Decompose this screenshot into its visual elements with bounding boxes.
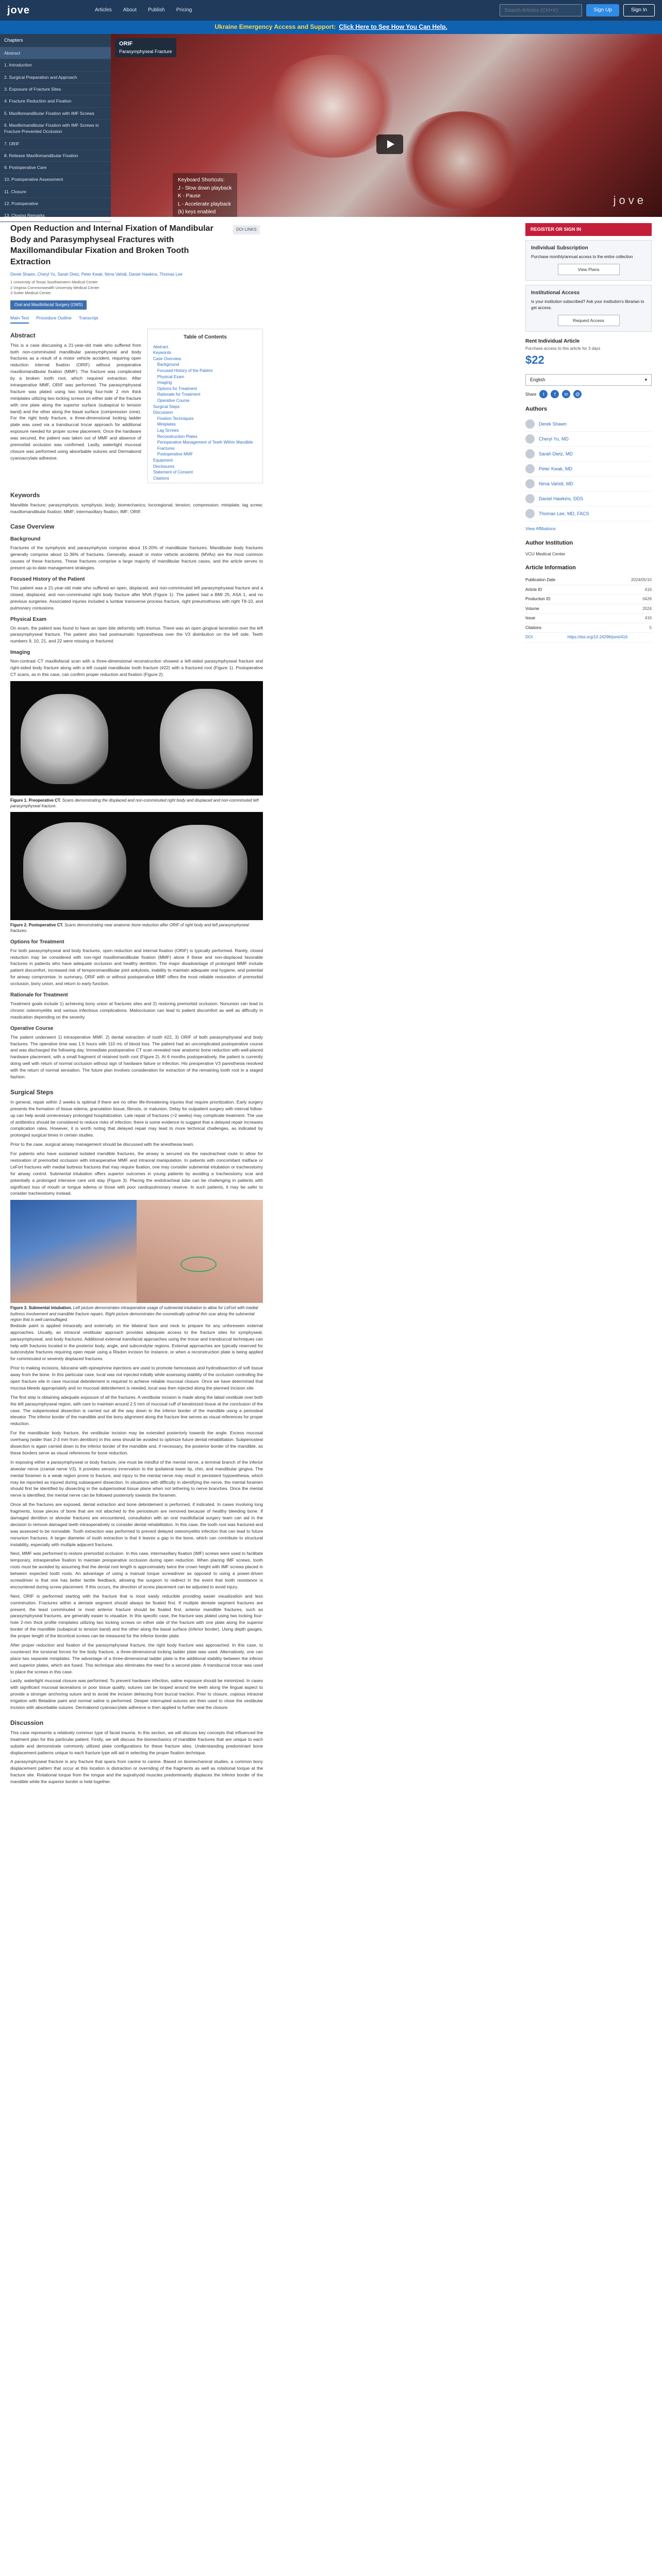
banner-text: Ukraine Emergency Access and Support: — [214, 23, 336, 31]
abstract-block — [10, 324, 141, 483]
share-row — [525, 390, 652, 398]
figure-3-caption — [10, 1305, 263, 1323]
tab-main-text[interactable]: Main Text — [10, 315, 29, 324]
doi-key: DOI — [525, 633, 568, 642]
toc-item[interactable]: Keywords — [153, 350, 172, 355]
steps-text: Bedside paint is applied intraorally and externally on the bilateral face and neck to prepare for any unforeseen external approaches. Usually, an intraoral vestibular approach provides adequate access to the fracture sites for symphyseal, parasymphyseal, and body fractures. Additional external transfacial approaches using the trocar and transbuccal techniques can help with fractures located in the posterior body, angle, and subcondylar regions. External approaches are typically reserved for subcondylar fractures requiring open repair using a Risdon incision for instance, or when a reconstruction plate is being applied for comminuted or severely displaced fractures. — [10, 1323, 263, 1362]
institutional-access-heading: Institutional Access — [531, 290, 580, 296]
chapter-item[interactable]: 8. Release Maxillomandibular Fixation — [0, 150, 111, 162]
abstract-section — [10, 324, 263, 483]
chapter-item[interactable]: 11. Closure — [0, 186, 111, 198]
surgical-steps-heading: Surgical Steps — [10, 1088, 54, 1096]
shortcut-line: (k) keys enabled — [178, 209, 216, 215]
toc-item[interactable]: Lag Screws — [157, 428, 179, 433]
email-icon[interactable]: @ — [573, 390, 582, 398]
steps-text: For patients who have sustained isolated mandible fractures, the airway is secured via the nasotracheal route to allow for restoration of premorbid occlusion with intraoperative MMF and intraoral manipulation. In patients with concomitant midface or LeFort fractures with medial buttress fractures that may require fixation, one may consider submental intubation or tracheostomy for airway control. Submental intubation offers superior outcomes in young patients by avoiding a tracheostomy scar and potentially a prolonged intensive care unit stay (Figure 3). Placing the endotracheal tube can be challenging in patients with significant loss of mouth or tongue edema or those with poor cardiopulmonary reserve. In such patients, it may be safer to consider tracheostomy instead. — [10, 1151, 263, 1196]
nav-articles[interactable]: Articles — [95, 7, 112, 13]
facebook-icon[interactable]: f — [551, 390, 559, 398]
affiliation: 3 Sutter Medical Center — [10, 291, 51, 296]
shortcut-line: L - Accelerate playback — [178, 201, 231, 207]
title-row — [10, 223, 273, 267]
toc-item[interactable]: Case Overview — [153, 356, 181, 361]
info-value: 416 — [568, 585, 652, 595]
shortcuts-title: Keyboard Shortcuts: — [178, 177, 225, 183]
toc-item[interactable]: Disclosures — [153, 464, 175, 469]
toc-item[interactable]: Fixation Techniques — [157, 416, 194, 421]
author-list-item[interactable] — [525, 432, 652, 447]
linkedin-icon[interactable]: in — [562, 390, 570, 398]
author-name: Cheryl Yu, MD — [539, 436, 569, 442]
steps-text: After proper reduction and fixation of the parasymphyseal fracture, the right body fracture was approached. In this case, to counteract the torsional forces for the body fracture, a three-dimensional locking ladder plate was used. Alternatively, one can place two separate miniplates. The advantage of a three-dimensional ladder plate is the additional stability between the inferior and superior plates, which are fused. This technique also eliminates the need for a second plate. A transbuccal trocar was used to place the screws in this case. — [10, 1642, 263, 1674]
top-navigation — [0, 0, 662, 21]
chapter-item[interactable]: 9. Postoperative Care — [0, 162, 111, 174]
article-info-heading: Article Information — [525, 564, 576, 571]
chapter-item[interactable]: Abstract — [0, 47, 111, 59]
individual-subscription-box — [525, 240, 652, 281]
video-section — [0, 34, 662, 217]
site-logo[interactable]: jove — [7, 4, 30, 16]
author-name: Peter Kwak, MD — [539, 466, 573, 471]
video-title: ORIF — [119, 41, 133, 47]
steps-text: Prior to the case, surgical airway management should be discussed with the anesthesia team. — [10, 1142, 194, 1147]
info-value: 0426 — [568, 595, 652, 604]
rationale-heading: Rationale for Treatment — [10, 992, 68, 998]
rent-article-text: Purchase access to this article for 3 days — [525, 346, 601, 351]
affiliation: 1 University of Texas Southwestern Medical Center — [10, 280, 98, 285]
info-row — [525, 585, 652, 595]
share-label: Share — [525, 392, 537, 397]
author-name: Nima Vahidi, MD — [539, 481, 573, 486]
figure-2-label: Figure 2. Postoperative CT. — [10, 923, 63, 928]
individual-subscription-text: Purchase monthly/annual access to the entire collection — [531, 254, 633, 259]
chapter-item[interactable]: 10. Postoperative Assessment — [0, 174, 111, 185]
avatar — [525, 419, 535, 429]
toc-item[interactable]: Abstract — [153, 344, 169, 349]
signin-button[interactable]: Sign In — [623, 4, 655, 17]
figure-2 — [10, 812, 263, 934]
author-list-item[interactable] — [525, 492, 652, 506]
info-key: Issue — [525, 614, 568, 623]
ct-skull-image — [160, 689, 253, 789]
individual-subscription-heading: Individual Subscription — [531, 245, 588, 251]
avatar — [525, 494, 535, 503]
imaging-heading: Imaging — [10, 650, 30, 656]
history-text: This patient was a 21-year-old male who suffered an open, displaced, and non-comminuted left parasymphyseal fracture and a closed, displaced, and non-comminuted right body fracture after MVA (Figure 1). The patient had a BMI 25, ASA 1, and no previous surgeries. Associated injuries included a lumbar transverse process fracture, right pneumothorax with right T8-10, and pulmonary contusions. — [10, 585, 263, 611]
toc-item[interactable]: Reconstruction Plates — [157, 434, 197, 439]
figure-2-caption — [10, 922, 263, 934]
toc-item[interactable]: Imaging — [157, 380, 172, 385]
steps-text: Lastly, watertight mucosal closure was performed. To prevent hardware infection, saline exposure should be minimized. In cases with significant mucosal lacerations or poor tissue quality, sutures can be looped around the teeth along the lingual aspect to provide a stronger anchoring suture and to avoid the incision dehiscing from buccal traction. Prior to closure, copious intraoral irrigation with Betadine paint and normal saline is performed. Deeper interrupted sutures are then used to close the vestibular incision with absorbable sutures. Dermabond cyanoacrylate adhesive is then applied to further seal the closure. — [10, 1678, 263, 1710]
author-list-item[interactable] — [525, 506, 652, 521]
info-value: 2024 — [568, 604, 652, 614]
shortcut-line: J - Slow down playback — [178, 185, 232, 191]
abstract-paragraph: This is a case discussing a 21-year-old male who suffered from both non-comminuted mandibular parasymphyseal and body fractures as a result of a motor vehicle accident, requiring open reduction internal fixation (ORIF) without preoperative maxillomandibular fixation (MMF). The fracture was complicated by a broken tooth root, which required extraction. After intraoperative MMF, ORIF was performed. The parasymphyseal fracture was plated using two locking four-hole 2 mm thick miniplates utilizing two locking screws on either side of the fracture with one plate along the superior surface (subapical to tension band) and the other along the basal surface (compression zone). For the right body fracture, a three-dimensional locking ladder plate was used via a transbuccal trocar approach for additional exposure needed for proper screw placement. Once the hardware was secured, the patient was taken out of MMF and absence of premorbid occlusion was confirmed. Lastly, watertight mucosal closure was performed using absorbable sutures and Dermabond cyanoacrylate adhesive. — [10, 342, 141, 461]
doi-row — [525, 633, 652, 642]
institutional-access-box — [525, 285, 652, 332]
author-name: Derek Shawn — [539, 421, 567, 427]
affiliations — [10, 280, 263, 296]
specialty-tag[interactable]: Oral and Maxillofacial Surgery (OMS) — [10, 300, 87, 310]
info-key: Article ID — [525, 585, 568, 595]
toc-item[interactable]: Postoperative MMF — [157, 452, 193, 457]
figure-3-caption-text: Left picture demonstrates intraoperative usage of submental intubation to allow for LeFort with medial buttress involvement and mandible fracture repairs. Right picture demonstrates the cosmetically optimal thin scar along the submental region that is well camouflaged. — [10, 1306, 258, 1322]
keywords-heading: Keywords — [10, 491, 40, 499]
article-info-table — [525, 575, 652, 642]
info-key: Volume — [525, 604, 568, 614]
play-icon[interactable] — [376, 134, 403, 154]
avatar — [525, 434, 535, 444]
figure-1-caption-text: Scans demonstrating the displaced and non-comminuted right body and displaced and non-comminuted left parasymphyseal fracture. — [10, 798, 259, 809]
toc-item[interactable]: Statement of Consent — [153, 470, 193, 475]
chevron-down-icon: ▾ — [644, 377, 647, 383]
figure-2-caption-text: Scans demonstrating near anatomic bone reduction after ORIF of right body and left parasymphyseal fractures. — [10, 923, 249, 934]
right-sidebar — [525, 223, 652, 1788]
info-row — [525, 604, 652, 614]
toc-list — [153, 344, 257, 482]
toc-item[interactable]: Miniplates — [157, 422, 176, 427]
steps-text: Prior to making incisions, lidocaine with epinephrine injections are used to promote hemostasis and hydrodissection of soft tissue away from the bone. In this particular case, local was not injected initially while assessing stability of the occlusion controlling the open fracture site in case mucosal debridement is required to achieve reliable mucosal closure. Once we have determined that mucosa bleeds appropriately and no mucosal debridement is needed, local was then injected along the planned incision site. — [10, 1365, 263, 1391]
exam-text: On exam, the patient was found to have an open bite deformity with trismus. There was an open gingival laceration over the left parasymphyseal fracture. The patient also had postraumatic hypoesthesia over the V3 distribution on the left side. Teeth numbers 9, 10, 21, and 22 were missing or fractured. — [10, 625, 263, 644]
chapter-item[interactable]: 2. Surgical Preparation and Approach — [0, 72, 111, 83]
chapters-heading: Chapters — [0, 34, 111, 47]
steps-text: Once all the fractures are exposed, dental extraction and bone debridement is performed, if indicated. In cases involving long fragments, loose pieces of bone that are not attached to the periosteum are removed because of healthy bleeding bone. If damaged dentition or alveolar fractures are encountered, consultation with an oral maxillofacial surgery team can aid in the decision to remove damaged teeth intraoperatively or consider dental rehabilitation. In this case, the tooth root was fractured and was assessed to be nonviable. Tooth extraction was performed to prevent delayed osteomyelitis infection that can lead to future nonunion fractures. A larger diameter of tooth extraction is that it leaves a gap in the bone, which can contribute to structural instability, especially with multiple adjacent fractures. — [10, 1502, 263, 1547]
chapter-item[interactable]: 3. Exposure of Fracture Sites — [0, 83, 111, 95]
figure-2-image[interactable] — [10, 812, 263, 920]
info-row — [525, 614, 652, 623]
shortcut-line: K - Pause — [178, 193, 201, 199]
ct-skull-image — [150, 825, 247, 907]
video-title-tag — [115, 38, 176, 57]
steps-text: In exposing either a parasymphyseal or body fracture, one must be mindful of the mental nerve, a terminal branch of the inferior alveolar nerve (cranial nerve V3). It provides sensory innervation to the ipsilateral lower lip, chin, and mandibular gingiva. The mental foramen is a weak region prone to fracture, and injury to the mental nerve may result in persistent hypoesthesia, which may be reported as injured during subsequent dissection. In situations with difficulty in identifying the nerve, the mental foramen should first be identified by dissecting in the subperiosteal tissue plane when not tethering to nerve branches. Once the mental nerve is identified, the mental nerve can be followed posteriorly towards the foramen. — [10, 1459, 263, 1498]
author-list-item[interactable] — [525, 462, 652, 477]
toc-item[interactable]: Discussion — [153, 410, 173, 415]
banner-link[interactable]: Click Here to See How You Can Help. — [339, 23, 448, 31]
nav-links — [95, 7, 192, 14]
doi-link[interactable]: https://doi.org/10.24296/jomi/416 — [568, 633, 652, 642]
toc-item[interactable]: Rationale for Treatment — [157, 392, 201, 397]
article-tabs — [10, 315, 263, 324]
view-affiliations-link[interactable]: View Affiliations — [525, 526, 556, 532]
info-row — [525, 575, 652, 585]
chapter-item[interactable]: 12. Postoperative — [0, 198, 111, 210]
author-name: Sarah Dietz, MD — [539, 451, 573, 456]
avatar — [525, 509, 535, 518]
chapter-item[interactable]: 7. ORIF — [0, 138, 111, 150]
author-list-item[interactable] — [525, 477, 652, 492]
figure-3-image[interactable] — [10, 1200, 263, 1303]
discussion-heading: Discussion — [10, 1719, 44, 1726]
author-institution-heading: Author Institution — [525, 539, 573, 546]
toc-item[interactable]: Background — [157, 362, 179, 367]
language-select[interactable] — [525, 374, 652, 386]
chapter-list — [0, 34, 111, 217]
nav-pricing[interactable]: Pricing — [176, 7, 192, 13]
imaging-text: Non-contrast CT maxillofacial scan with a three-dimensional reconstruction showed a left-sided parasymphyseal fracture and right-sided body fracture along with a left cuspid mandibular tooth fracture (#22) with a fractured root (Figure 1). Postoperative CT scans, as in this case, can confirm proper reduction and fixation (Figure 2). — [10, 658, 263, 677]
ct-skull-image — [23, 822, 126, 910]
nav-about[interactable]: About — [123, 7, 137, 13]
tab-transcript[interactable]: Transcript — [78, 315, 98, 320]
video-watermark: jove — [613, 194, 647, 207]
view-plans-button[interactable]: View Plans — [558, 264, 620, 275]
authors-heading: Authors — [525, 406, 548, 413]
options-heading: Options for Treatment — [10, 939, 64, 945]
chapter-item[interactable]: 5. Maxillomandibular Fixation with IMF Screws — [0, 108, 111, 120]
avatar — [525, 449, 535, 459]
video-player[interactable] — [111, 34, 662, 217]
author-name: Thomas Lee, MD, FACS — [539, 511, 589, 516]
toc-item[interactable]: Citations — [153, 476, 170, 481]
background-heading: Background — [10, 536, 41, 543]
author-line[interactable]: Derek Shawn, Cheryl Yu, Sarah Dietz, Peter Kwak, Nima Vahidi, Daniel Hawkins, Thomas Lee — [10, 272, 183, 277]
steps-text: The first step is obtaining adequate exposure of all the fractures. A vestibular incision is made along the labial vestibule over both the left parasymphyseal region, with care to maintain around 2.5 mm of mucosal cuff of keratinized tissue at the conclusion of the case. The subperiosteal dissection is carried out all the way down to the inferior border of the mandible using a periosteal elevator. The inferior border of the mandible and the bony alignment along the fracture line serves as visual references for proper reduction. — [10, 1394, 263, 1427]
search-input[interactable] — [500, 4, 582, 16]
chapter-item[interactable]: 4. Fracture Reduction and Fixation — [0, 95, 111, 107]
table-of-contents — [147, 329, 263, 483]
institutional-access-text: Is your institution subscribed? Ask your institution's librarian to get access. — [531, 299, 644, 310]
info-row — [525, 623, 652, 633]
article-main — [10, 223, 263, 1788]
toc-item[interactable]: Operative Course — [157, 398, 190, 403]
register-heading[interactable]: REGISTER OR SIGN IN — [525, 223, 652, 236]
info-value: 2024/05/10 — [568, 575, 652, 585]
operative-heading: Operative Course — [10, 1025, 54, 1031]
info-key: Publication Date — [525, 575, 568, 585]
surgical-field-image — [400, 111, 523, 209]
steps-text: For the mandibular body fracture, the vestibular incision may be extended posteriorly towards the angle. Excess mucosal overhang (wider than 2-3 mm from dentition) in this area should be avoided to optimize future dental rehabilitation. Subperiosteal dissection is again carried down to the inferior border of the mandible and, if necessary, the posterior border of the mandible, as these borders serve as visual references for bone reduction. — [10, 1430, 263, 1455]
avatar — [525, 464, 535, 473]
chapter-item[interactable]: 1. Introduction — [0, 59, 111, 71]
toc-item[interactable]: Equipment — [153, 457, 173, 463]
discussion-text: This case represents a relatively common type of facial trauma. In this section, we will discuss key concepts that influenced the treatment plan for this particular patient. Firstly, we will discuss the biomechanics of mandible fractures that are unique to each subsite and demonstrate commonly utilized plate configurations for these fracture sites. Understanding predominant bone displacement patterns unique to each fracture type will aid in selecting the proper fixation technique. — [10, 1730, 263, 1755]
info-value: 416 — [568, 614, 652, 623]
toc-item[interactable]: Physical Exam — [157, 374, 185, 379]
info-value: 5 — [568, 623, 652, 633]
discussion-text: A parasymphyseal fracture is any fracture that spans from canine to canine. Based on biomechanical studies, a common bony displacement pattern that occur at this location is distraction or overriding of the fragments as well as rotational torque at the fracture site. Rotational torque from the tongue and the suprahyoid muscles predominantly displaces the inferior border of the mandible while the superior border is held together. — [10, 1759, 263, 1785]
case-overview-heading: Case Overview — [10, 523, 55, 531]
background-text: Fractures of the symphysis and parasymphysis comprise about 15-20% of mandibular fractures. Mandibular body fractures generally comprise about 11-36% of fractures. Generally, assault or motor vehicle accidents (MVAs) are the most common causes of these fractures. These fractures comprise a large majority of mandibular fracture cases, and the article serves to present up-to-date management strategies. — [10, 545, 263, 571]
video-subtitle: Parasymphyseal Fracture — [119, 48, 172, 54]
doi-links-badge[interactable]: DOI LINKS — [233, 225, 260, 234]
rationale-text: Treatment goals include 1) achieving bony union at fractures sites and 2) restoring premorbid occlusion. Nonunion can lead to chronic osteomyelitis and various infectious complications. Malocclusion can lead to patient discomfort as well as difficulty in mastication depending on the severity. — [10, 1001, 263, 1020]
keyboard-shortcuts — [173, 173, 237, 217]
affiliation: 2 Virginia Commonwealth University Medical Center — [10, 285, 100, 290]
tab-procedure-outline[interactable]: Procedure Outline — [36, 315, 72, 320]
content-wrap — [0, 217, 662, 1788]
toc-item[interactable]: Perioperative Management of Teeth Within Mandible Fractures — [157, 440, 253, 451]
operative-text: The patient underwent 1) intraoperative MMF, 2) dental extraction of tooth #22, 3) ORIF of both parasymphyseal and body fractures. The operative time was 1.5 hours with 110 mL of blood loss. The patient had an uncomplicated postoperative course and was discharged the following day. Immediate postoperative CT scan revealed near anatomic bone reduction with well-placed hardware placement, with a small fragment of retained tooth root (Figure 2). At 6 months postoperatively, the patient is currently doing well with return of normal occlusion without sign of hardware failure or infection. His preoperative V3 paresthesia resolved with the return of normal sensation. The future plan involves consideration for extraction of the remaining tooth root in a staged fashion. — [10, 1034, 263, 1079]
steps-text: Next, ORIF is performed starting with the fracture that is most easily reducible providing easier visualization and less comminution. Fractures within a dentate segment should always be fixated first. If multiple dentate segment fractures are present, the least comminuted or most anterior fracture should be fixated first, anterior mandible fractures, such as parasymphyseal fractures, are generally easier to visualize. In this specific case, the fracture was plated using two locking four-hole 2-mm thick profile miniplates utilizing two locking screws on either side of the fracture with one plate along the superior border of the mandible (subapical to tension band) and the other along the basal surface (inferior border). Using depth gauges, the proper length of the bicortical screws can be measured for the inferior border plate. — [10, 1593, 263, 1639]
toc-item[interactable]: Focused History of the Patient — [157, 368, 213, 373]
info-key: Production ID — [525, 595, 568, 604]
exam-heading: Physical Exam — [10, 616, 47, 622]
rent-article-heading: Rent Individual Article — [525, 338, 580, 345]
author-name: Daniel Hawkins, DDS — [539, 496, 584, 501]
language-value: English — [530, 377, 545, 383]
nav-right — [500, 4, 655, 17]
toc-item[interactable]: Surgical Steps — [153, 404, 180, 409]
toc-item[interactable]: Options for Treatment — [157, 386, 197, 391]
toc-heading: Table of Contents — [184, 334, 227, 340]
avatar — [525, 479, 535, 488]
keywords-text: Mandible fracture; parasymphysis; symphysis; body; biomechanics; locoregional; tension; compression; miniplate; lag screw; maxillomandibular fixation; MMF; intermaxillary fixation; IMF; ORIF. — [10, 502, 263, 514]
submental-scar-photo — [137, 1200, 263, 1303]
nav-publish[interactable]: Publish — [147, 7, 165, 13]
author-list-item[interactable] — [525, 417, 652, 432]
info-key: Citations — [525, 623, 568, 633]
submental-intubation-photo — [10, 1200, 137, 1303]
author-institution-name: VCU Medical Center — [525, 551, 566, 556]
rent-price[interactable]: $22 — [525, 353, 544, 366]
signup-button[interactable]: Sign Up — [586, 4, 619, 17]
figure-3-label: Figure 3. Submental intubation. — [10, 1306, 72, 1311]
abstract-heading: Abstract — [10, 331, 36, 339]
info-row — [525, 595, 652, 604]
figure-1-image[interactable] — [10, 681, 263, 795]
figure-1-caption — [10, 798, 263, 809]
steps-text: Next, MMF was performed to restore premorbid occlusion. In this case, intermaxillary fixation (IMF) screws were used to facilitate temporary, intraoperative fixation to maintain preoperative occlusion during open reduction. When placing IMF screws, tooth roots must be avoided by assuming that the dental root length is approximately twice the crown height with IMF screws placed in between expected tooth roots. An advantage of using a manual torque screwdriver as opposed to using a power-driven screwdriver is that one has better tactile feedback, allowing the surgeon to redirect in the event that tooth resistance is encountered during screw placement. If this occurs, the direction of screw placement can be adjusted to avoid injury. — [10, 1551, 263, 1589]
chapter-item[interactable]: 13. Closing Remarks — [0, 210, 111, 222]
twitter-icon[interactable]: t — [539, 390, 548, 398]
options-text: For both parasymphyseal and body fractures, open reduction and internal fixation (ORIF) is typically performed. Rarely, closed reduction may be considered with non-rigid maxillomandibular fixation (MMF) alone if these and non-displaced favorable fractures in patients who have adequate occlusion and healthy dentition. The major disadvantage of prolonged MMF include patient discomfort, increased risk of temporomandibular joint ankylosis, inability to maintain adequate oral hygiene, and potential for airway compromise. In summary, ORIF with or without postoperative MMF offers the most reliable restoration of premorbid occlusion, bony union, and return to early function. — [10, 947, 263, 987]
article-title: Open Reduction and Internal Fixation of Mandibular Body and Parasymphyseal Fractures with Maxillomandibular Fixation and Broken Tooth Extraction — [10, 224, 213, 266]
steps-text: In general, repair within 2 weeks is optimal if there are no other life-threatening injuries that require prioritization. Early surgery presents the formation of tissue edema, granulation tissue, fibrosis, or malunion. Delay for outpatient surgery with interval follow-up can help avoid unnecessary prolonged hospitalization. Late repair of fractures (>2 weeks) may complicate treatment. The use of antibiotics should be considered to reduce risks of infection; there is some evidence to suggest that a delayed repair increases complication rates. However, it is worth noting that delayed repair may lead to more technical challenges, as indicated by prolonged surgical times in certain studies. — [10, 1099, 263, 1138]
chapter-item[interactable]: 6. Maxillomandibular Fixation with IMF Screws in Fracture Prevented Occlusion — [0, 120, 111, 138]
request-access-button[interactable]: Request Access — [558, 315, 620, 326]
figure-1 — [10, 681, 263, 809]
figure-1-label: Figure 1. Preoperative CT. — [10, 798, 61, 803]
history-heading: Focused History of the Patient — [10, 576, 85, 582]
author-list-item[interactable] — [525, 447, 652, 462]
figure-3 — [10, 1200, 263, 1323]
ukraine-banner — [0, 21, 662, 34]
ct-skull-image — [21, 694, 108, 784]
